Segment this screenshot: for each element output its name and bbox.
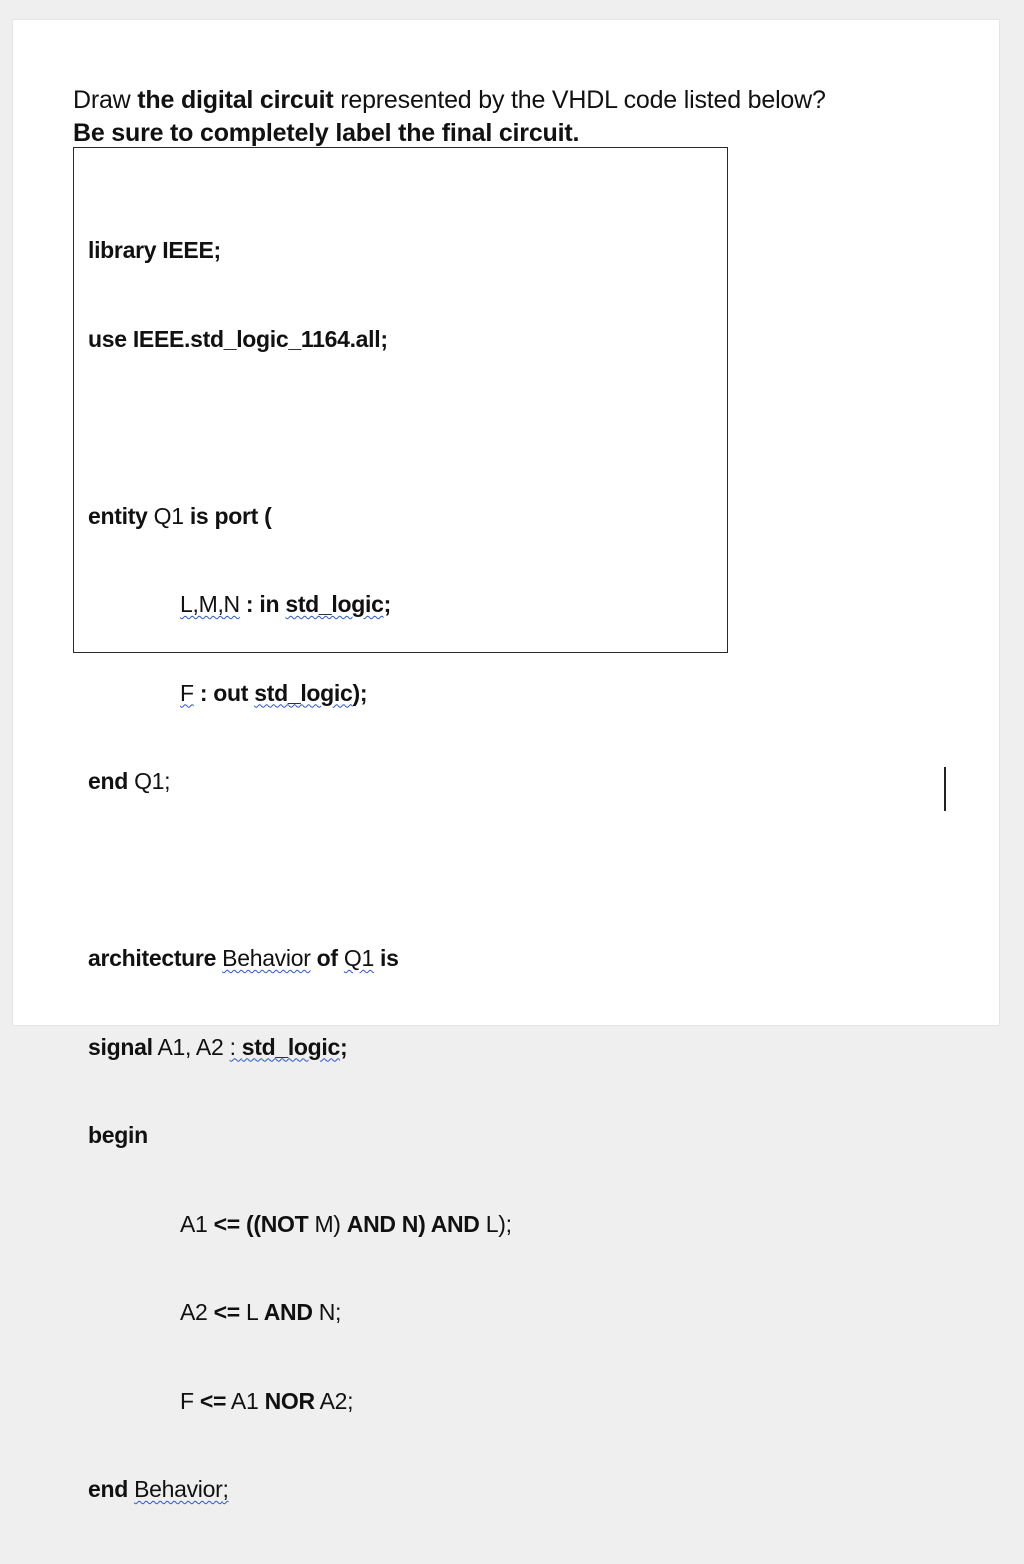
- output-mode: : out: [193, 679, 255, 706]
- code-line-inputs: [88, 590, 512, 620]
- output-port: F: [180, 679, 194, 706]
- end-architecture-keyword: end: [88, 1476, 135, 1502]
- end-architecture-terminator: ;: [222, 1476, 229, 1502]
- code-line-library: library IEEE;: [88, 237, 221, 263]
- code-line-use: use IEEE.std_logic_1164.all;: [88, 325, 388, 352]
- question-line-1: [73, 84, 826, 117]
- a1-op-1: <= ((NOT: [213, 1210, 309, 1237]
- question-text: [73, 84, 826, 150]
- code-line-end-architecture: [88, 1475, 512, 1505]
- code-line-blank-1: [88, 413, 512, 443]
- question-line-2: [73, 117, 826, 150]
- a2-assign: <=: [213, 1299, 240, 1325]
- code-line-output: [88, 679, 512, 709]
- code-line-a1: [88, 1210, 512, 1240]
- document-page: [13, 20, 999, 1502]
- architecture-keyword: architecture: [88, 945, 223, 971]
- architecture-is-keyword: is: [373, 945, 399, 971]
- signal-type: std_logic: [241, 1033, 341, 1060]
- input-mode: : in: [239, 591, 286, 617]
- entity-port-keyword: is port (: [189, 502, 272, 529]
- signal-keyword: signal: [88, 1033, 153, 1060]
- input-ports: L,M,N: [180, 591, 240, 617]
- architecture-of-keyword: of: [310, 945, 344, 971]
- f-target: F: [180, 1387, 200, 1414]
- architecture-name: Behavior: [222, 945, 311, 971]
- question-line-1-start: Draw: [73, 86, 138, 114]
- code-line-f: [88, 1387, 512, 1417]
- end-entity-keyword: end: [88, 768, 128, 794]
- f-operand-a1: A1: [226, 1387, 265, 1414]
- a2-operand-n: N;: [312, 1299, 342, 1325]
- input-type: std_logic: [285, 591, 384, 617]
- a1-target: A1: [180, 1210, 214, 1237]
- question-line-1-end: represented by the VHDL code listed below?: [333, 86, 826, 114]
- entity-name: Q1: [147, 502, 190, 529]
- code-line-signal: [88, 1033, 512, 1063]
- end-architecture-name: Behavior: [134, 1476, 223, 1502]
- f-operand-a2: A2;: [314, 1387, 354, 1414]
- question-line-2-emphasis: Be sure to completely label the final circuit.: [73, 119, 580, 147]
- signal-terminator: ;: [340, 1033, 348, 1060]
- end-entity-name: Q1;: [128, 768, 171, 794]
- a1-op-2: AND N) AND: [346, 1210, 480, 1237]
- output-terminator: );: [352, 679, 368, 706]
- a1-operand-l: L);: [479, 1210, 512, 1237]
- question-line-1-emphasis: the digital circuit: [137, 86, 334, 114]
- vhdl-code-box: [73, 147, 728, 1502]
- f-assign: <=: [199, 1387, 227, 1414]
- signal-names: A1, A2: [152, 1033, 230, 1060]
- output-type: std_logic: [254, 679, 353, 706]
- code-line-end-entity: [88, 767, 512, 797]
- entity-keyword: entity: [88, 502, 148, 529]
- a1-operand-m: M): [308, 1210, 347, 1237]
- vhdl-code: [88, 177, 512, 1564]
- signal-colon: :: [229, 1033, 242, 1060]
- code-line-begin: begin: [88, 1122, 148, 1148]
- text-cursor[interactable]: [944, 767, 946, 811]
- a2-target: A2: [180, 1299, 214, 1325]
- input-terminator: ;: [383, 591, 391, 617]
- a2-and: AND: [263, 1299, 313, 1325]
- architecture-entity: Q1: [343, 945, 374, 971]
- code-line-entity: [88, 502, 512, 532]
- code-line-a2: [88, 1298, 512, 1328]
- a2-operand-l: L: [239, 1299, 264, 1325]
- code-line-architecture: [88, 944, 512, 974]
- f-nor: NOR: [264, 1387, 315, 1414]
- code-line-blank-2: [88, 856, 512, 886]
